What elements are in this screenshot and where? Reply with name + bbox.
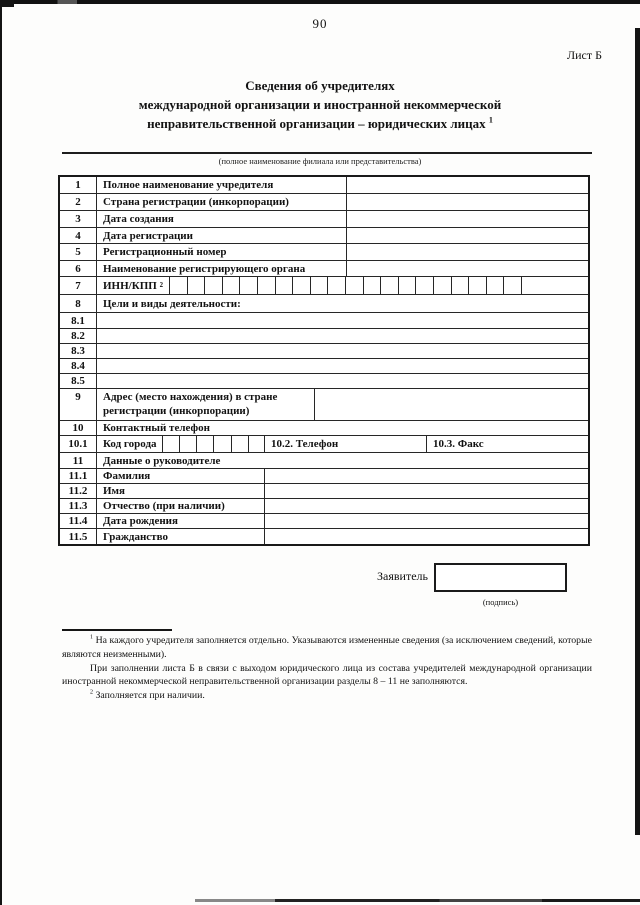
digit-cell xyxy=(311,277,329,294)
row-label: Наименование регистрирующего органа xyxy=(97,261,347,276)
table-row-goal-item xyxy=(60,374,588,389)
row-label: Отчество (при наличии) xyxy=(97,499,265,513)
page-number: 90 xyxy=(312,16,328,31)
row-value-field xyxy=(347,228,588,243)
table-row-goal-item xyxy=(60,359,588,374)
row-value-field xyxy=(347,244,588,260)
row-value-field xyxy=(265,469,588,483)
table-row-head-item xyxy=(60,514,588,529)
row-value-field xyxy=(265,484,588,498)
table-row xyxy=(60,244,588,261)
row-number: 1 xyxy=(60,177,97,193)
row-value-field xyxy=(315,389,588,420)
digit-cell xyxy=(180,436,197,452)
row-value-field xyxy=(265,514,588,528)
digit-cell xyxy=(434,277,452,294)
row-number: 10 xyxy=(60,421,97,435)
signature-caption: (подпись) xyxy=(482,597,519,607)
row-number: 5 xyxy=(60,244,97,260)
table-row-goals xyxy=(60,295,588,313)
form-title-line2: международной организации и иностранной некоммерческой xyxy=(138,97,502,112)
digit-cell xyxy=(328,277,346,294)
digit-cell xyxy=(170,277,188,294)
table-row-head-item xyxy=(60,469,588,484)
row-label: Контактный телефон xyxy=(103,422,210,434)
row-number: 8 xyxy=(60,295,97,312)
table-row xyxy=(60,177,588,194)
footnote-ref-1: 1 xyxy=(488,115,493,125)
digit-cell xyxy=(416,277,434,294)
row-label: Фамилия xyxy=(97,469,265,483)
digit-cell xyxy=(364,277,382,294)
digit-cell xyxy=(214,436,231,452)
row-label: Имя xyxy=(97,484,265,498)
row-label: Дата рождения xyxy=(97,514,265,528)
sheet-label: Лист Б xyxy=(566,48,602,62)
row-label: Регистрационный номер xyxy=(97,244,347,260)
row-number: 3 xyxy=(60,211,97,227)
digit-cell xyxy=(197,436,214,452)
table-row xyxy=(60,194,588,211)
digit-cell xyxy=(452,277,470,294)
table-row-address xyxy=(60,389,588,421)
city-code-digit-cells xyxy=(162,436,265,452)
digit-cell xyxy=(399,277,417,294)
row-value-field xyxy=(347,211,588,227)
row-value-field xyxy=(97,344,588,358)
table-row-head-item xyxy=(60,529,588,544)
digit-cell xyxy=(293,277,311,294)
row-label: Данные о руководителе xyxy=(103,454,221,467)
footnote-separator xyxy=(62,629,172,631)
row-number: 9 xyxy=(60,389,97,420)
form-title-line1: Сведения об учредителях xyxy=(245,78,395,93)
signature-box xyxy=(434,563,567,592)
scan-edge-top-left xyxy=(0,0,14,7)
row-value-field xyxy=(97,313,588,328)
table-row-phone-detail xyxy=(60,436,588,453)
row-number: 4 xyxy=(60,228,97,243)
founder-info-table xyxy=(58,175,590,546)
row-value-field xyxy=(97,329,588,343)
digit-cell xyxy=(223,277,241,294)
scan-edge-left xyxy=(0,0,2,905)
row-number: 11.4 xyxy=(60,514,97,528)
row-number: 11 xyxy=(60,453,97,468)
table-row xyxy=(60,261,588,277)
row-label: Адрес (место нахождения) в стране регистрации (инкорпорации) xyxy=(97,389,315,420)
scan-edge-top xyxy=(0,0,640,4)
row-number: 8.4 xyxy=(60,359,97,373)
digit-cell xyxy=(205,277,223,294)
table-row-inn-kpp xyxy=(60,277,588,295)
footnote-2: $^2$ Заполняется при наличии. xyxy=(90,689,205,702)
form-title xyxy=(30,76,610,133)
row-value-field xyxy=(347,177,588,193)
digit-cell xyxy=(504,277,522,294)
row-label: Цели и виды деятельности: xyxy=(103,297,241,310)
table-row-goal-item xyxy=(60,329,588,344)
org-name-caption: (полное наименование филиала или представительства) xyxy=(218,156,422,166)
table-row-phone xyxy=(60,421,588,436)
row-number: 2 xyxy=(60,194,97,210)
digit-cell xyxy=(188,277,206,294)
row-value-field xyxy=(265,529,588,544)
fax-label: 10.3. Факс xyxy=(433,438,484,450)
digit-cell xyxy=(487,277,505,294)
row-number: 11.3 xyxy=(60,499,97,513)
scan-edge-bottom xyxy=(195,899,640,902)
row-number: 8.2 xyxy=(60,329,97,343)
row-number: 11.2 xyxy=(60,484,97,498)
table-row-head-item xyxy=(60,484,588,499)
table-row xyxy=(60,211,588,228)
scan-edge-right xyxy=(635,28,640,835)
table-row-head-item xyxy=(60,499,588,514)
row-value-field xyxy=(347,261,588,276)
org-name-rule xyxy=(62,152,592,154)
row-number: 8.5 xyxy=(60,374,97,388)
table-row-goal-item xyxy=(60,344,588,359)
row-label: Полное наименование учредителя xyxy=(97,177,347,193)
digit-cell xyxy=(258,277,276,294)
phone-label: 10.2. Телефон xyxy=(265,436,427,452)
row-number: 8.1 xyxy=(60,313,97,328)
row-value-field xyxy=(97,359,588,373)
row-number: 10.1 xyxy=(60,436,97,452)
row-number: 7 xyxy=(60,277,97,294)
row-label: Страна регистрации (инкорпорации) xyxy=(97,194,347,210)
row-number: 8.3 xyxy=(60,344,97,358)
digit-cell xyxy=(240,277,258,294)
table-row-head xyxy=(60,453,588,469)
form-title-line3: неправительственной организации – юридических лицах $^1$ xyxy=(147,115,493,131)
row-label: Дата создания xyxy=(97,211,347,227)
row-number: 6 xyxy=(60,261,97,276)
digit-cell xyxy=(163,436,180,452)
row-label: ИНН/КПП 2 xyxy=(97,277,170,294)
row-number: 11.5 xyxy=(60,529,97,544)
row-label: Гражданство xyxy=(97,529,265,544)
applicant-label: Заявитель xyxy=(377,569,428,583)
row-value-field xyxy=(97,374,588,388)
digit-cell xyxy=(381,277,399,294)
digit-cell xyxy=(469,277,487,294)
digit-cell xyxy=(249,436,265,452)
row-value-field xyxy=(522,277,588,294)
row-label: Дата регистрации xyxy=(97,228,347,243)
row-number: 11.1 xyxy=(60,469,97,483)
row-value-field xyxy=(265,499,588,513)
row-value-field xyxy=(347,194,588,210)
city-code-label: Код города xyxy=(103,438,157,450)
digit-cell xyxy=(276,277,294,294)
digit-cell xyxy=(232,436,249,452)
table-row-goal-item xyxy=(60,313,588,329)
inn-kpp-digit-cells xyxy=(170,277,522,294)
table-row xyxy=(60,228,588,244)
footnote-1-continued: При заполнении листа Б в связи с выходом юридического лица из состава учредителей международной организации иностранной некоммерческой неправительственной организации разделы 8 – 11 не заполняются. xyxy=(62,662,592,688)
digit-cell xyxy=(346,277,364,294)
footnotes xyxy=(62,634,592,703)
footnote-1: $^1$ На каждого учредителя заполняется отдельно. Указываются измененные сведения (за исключением сведений, которые являются неизменными). xyxy=(62,634,592,660)
